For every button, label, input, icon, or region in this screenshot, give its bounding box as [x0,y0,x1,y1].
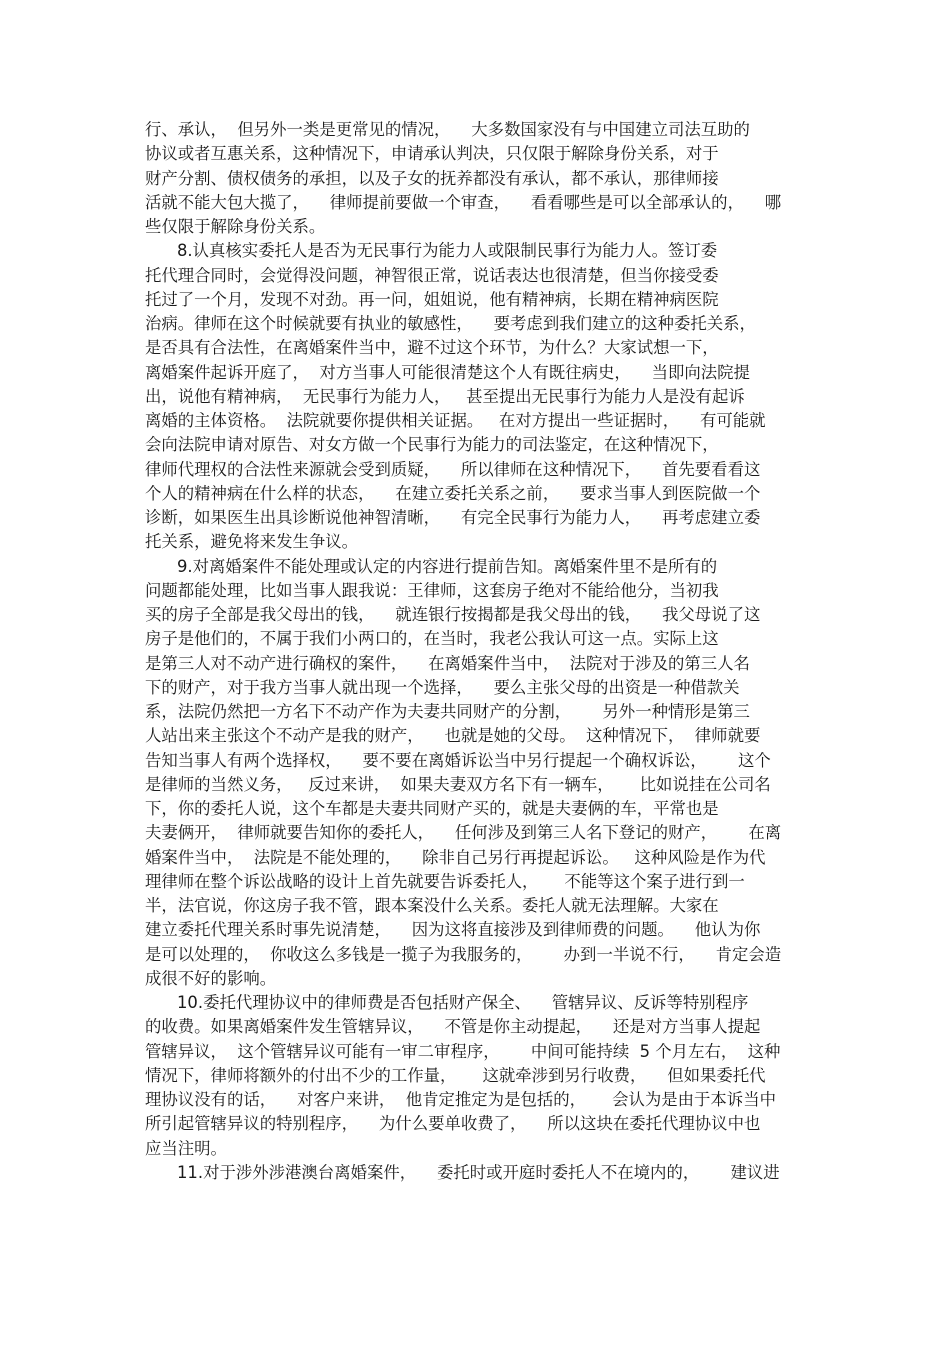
paragraph-para-10 [145,991,815,1161]
text-line: 托过了一个月，发现不对劲。再一问，姐姐说，他有精神病，长期在精神病医院 [145,289,719,309]
text-line: 是第三人对不动产进行确权的案件， 在离婚案件当中， 法院对于涉及的第三人名 [145,653,750,673]
text-line: 律师代理权的合法性来源就会受到质疑， 所以律师在这种情况下， 首先要看看这 [145,459,761,479]
text-line: 系，法院仍然把一方名下不动产作为夫妻共同财产的分割， 另外一种情形是第三 [145,702,750,721]
text-line: 9.对离婚案件不能处理或认定的内容进行提前告知。离婚案件里不是所有的 [177,556,718,576]
paragraph-para-11 [145,1161,815,1185]
text-line: 出，说他有精神病， 无民事行为能力人， 甚至提出无民事行为能力人是没有起诉 [145,386,745,406]
text-line: 财产分割、债权债务的承担，以及子女的抚养都没有承认，都不承认，那律师接 [145,168,719,188]
text-line: 治病。律师在这个时候就要有执业的敏感性， 要考虑到我们建立的这种委托关系， [145,314,756,333]
text-line: 离婚案件起诉开庭了， 对方当事人可能很清楚这个人有既往病史， 当即向法院提 [145,362,750,382]
text-line: 的收费。如果离婚案件发生管辖异议， 不管是你主动提起， 还是对方当事人提起 [145,1017,761,1037]
text-line: 诊断，如果医生出具诊断说他神智清晰， 有完全民事行为能力人， 再考虑建立委 [145,508,761,527]
text-line: 婚案件当中， 法院是不能处理的， 除非自己另行再提起诉讼。 这种风险是作为代 [145,847,766,867]
text-line: 理协议没有的话， 对客户来讲， 他肯定推定为是包括的， 会认为是由于本诉当中 [145,1090,776,1109]
text-line: 离婚的主体资格。 法院就要你提供相关证据。 在对方提出一些证据时， 有可能就 [145,411,766,430]
text-line: 10.委托代理协议中的律师费是否包括财产保全、 管辖异议、反诉等特别程序 [177,993,749,1012]
text-line: 告知当事人有两个选择权， 要不要在离婚诉讼当中另行提起一个确权诉讼， 这个 [145,750,771,770]
text-line: 人站出来主张这个不动产是我的财产， 也就是她的父母。 这种情况下， 律师就要 [145,726,761,746]
text-line: 管辖异议， 这个管辖异议可能有一审二审程序， 中间可能持续 5 个月左右， 这种 [145,1041,781,1061]
paragraph-para-9 [145,555,815,992]
text-line: 下的财产，对于我方当事人就出现一个选择， 要么主张父母的出资是一种借款关 [145,677,740,697]
text-line: 活就不能大包大揽了， 律师提前要做一个审查， 看看哪些是可以全部承认的， 哪 [145,192,782,212]
body-text [145,118,815,1185]
paragraph-para-7-continued [145,118,815,239]
text-line: 成很不好的影响。 [145,968,277,988]
text-line: 11.对于涉外涉港澳台离婚案件， 委托时或开庭时委托人不在境内的， 建议进 [177,1162,780,1182]
text-line: 建立委托代理关系时事先说清楚， 因为这将直接涉及到律师费的问题。 他认为你 [145,920,761,940]
text-line: 半，法官说，你这房子我不管，跟本案没什么关系。委托人就无法理解。大家在 [145,896,719,915]
text-line: 所引起管辖异议的特别程序， 为什么要单收费了， 所以这块在委托代理协议中也 [145,1114,761,1134]
text-line: 情况下，律师将额外的付出不少的工作量， 这就牵涉到另行收费， 但如果委托代 [145,1065,766,1085]
text-line: 应当注明。 [145,1138,227,1158]
text-line: 下，你的委托人说，这个车都是夫妻共同财产买的，就是夫妻俩的车，平常也是 [145,799,719,818]
paragraph-para-8 [145,239,815,554]
text-line: 是律师的当然义务， 反过来讲， 如果夫妻双方名下有一辆车， 比如说挂在公司名 [145,774,771,794]
text-line: 行、承认， 但另外一类是更常见的情况， 大多数国家没有与中国建立司法互助的 [145,120,750,139]
text-line: 协议或者互惠关系，这种情况下，申请承认判决，只仅限于解除身份关系，对于 [145,144,719,164]
text-line: 房子是他们的，不属于我们小两口的，在当时，我老公我认可这一点。实际上这 [145,629,719,649]
text-line: 是可以处理的， 你收这么多钱是一揽子为我服务的， 办到一半说不行， 肯定会造 [145,944,782,964]
text-line: 托关系，避免将来发生争议。 [145,532,359,552]
text-line: 是否具有合法性，在离婚案件当中，避不过这个环节，为什么？大家试想一下， [145,338,719,358]
text-line: 夫妻俩开， 律师就要告知你的委托人， 任何涉及到第三人名下登记的财产， 在离 [145,823,782,843]
text-line: 理律师在整个诉讼战略的设计上首先就要告诉委托人， 不能等这个案子进行到一 [145,871,745,891]
text-line: 问题都能处理，比如当事人跟我说：王律师，这套房子绝对不能给他分，当初我 [145,580,719,600]
text-line: 会向法院申请对原告、对女方做一个民事行为能力的司法鉴定，在这种情况下， [145,435,719,455]
text-line: 些仅限于解除身份关系。 [145,217,326,236]
text-line: 买的房子全部是我父母出的钱， 就连银行按揭都是我父母出的钱， 我父母说了这 [145,605,761,624]
text-line: 托代理合同时，会觉得没问题，神智很正常，说话表达也很清楚，但当你接受委 [145,265,719,285]
text-line: 个人的精神病在什么样的状态， 在建立委托关系之前， 要求当事人到医院做一个 [145,483,761,503]
text-line: 8.认真核实委托人是否为无民事行为能力人或限制民事行为能力人。签订委 [177,241,718,261]
